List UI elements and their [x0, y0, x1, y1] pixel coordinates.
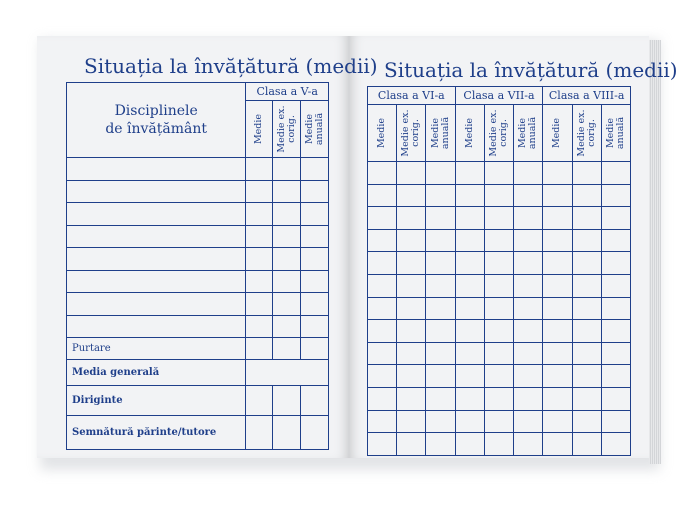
right-grades-table — [367, 86, 631, 456]
left-page-title: Situația la învățătură (medii) — [84, 54, 378, 78]
grade-cell[interactable] — [426, 365, 455, 388]
grade-cell[interactable] — [246, 338, 273, 360]
grade-cell[interactable] — [301, 158, 329, 181]
column-header-text: Medie ex. corig. — [487, 109, 509, 157]
grade-cell[interactable] — [301, 386, 329, 416]
column-header — [484, 105, 513, 162]
grade-cell[interactable] — [301, 315, 329, 338]
grade-cell[interactable] — [455, 229, 484, 252]
grade-cell[interactable] — [368, 162, 397, 185]
grade-cell[interactable] — [426, 229, 455, 252]
grade-cell[interactable] — [543, 387, 572, 410]
grade-cell[interactable] — [426, 297, 455, 320]
grade-cell[interactable] — [301, 203, 329, 226]
grade-cell[interactable] — [514, 433, 543, 456]
subject-row — [67, 158, 329, 181]
grade-cell[interactable] — [273, 386, 301, 416]
grade-cell[interactable] — [601, 229, 630, 252]
grade-cell[interactable] — [543, 274, 572, 297]
footer-row — [67, 360, 329, 386]
column-header-text: Medie ex. corig. — [575, 109, 597, 157]
grade-cell[interactable] — [67, 225, 246, 248]
grade-cell[interactable] — [572, 274, 601, 297]
grade-cell[interactable] — [426, 252, 455, 275]
grade-cell[interactable] — [455, 320, 484, 343]
grade-cell[interactable] — [397, 433, 426, 456]
grade-row — [368, 162, 631, 185]
grade-cell[interactable] — [426, 207, 455, 230]
grade-cell[interactable] — [67, 315, 246, 338]
grade-cell[interactable] — [273, 270, 301, 293]
grade-cell[interactable] — [273, 225, 301, 248]
grade-cell[interactable] — [601, 387, 630, 410]
footer-row-label: Purtare — [67, 338, 246, 360]
grade-cell[interactable] — [514, 207, 543, 230]
grade-cell[interactable] — [543, 410, 572, 433]
grade-cell[interactable] — [368, 297, 397, 320]
column-header-text: Medie — [253, 113, 265, 145]
grade-cell[interactable] — [397, 229, 426, 252]
footer-row-label: Media generală — [67, 360, 246, 386]
grade-cell[interactable] — [368, 320, 397, 343]
grade-cell[interactable] — [484, 229, 513, 252]
column-header — [301, 101, 329, 158]
grade-cell[interactable] — [426, 184, 455, 207]
subjects-header — [67, 83, 246, 158]
grade-cell[interactable] — [301, 225, 329, 248]
grade-cell[interactable] — [301, 293, 329, 316]
subject-row — [67, 203, 329, 226]
grade-cell[interactable] — [601, 320, 630, 343]
grade-cell[interactable] — [455, 365, 484, 388]
grade-cell[interactable] — [246, 203, 273, 226]
class-label: Clasa a V-a — [246, 83, 329, 101]
grade-cell[interactable] — [368, 365, 397, 388]
grade-cell[interactable] — [301, 248, 329, 271]
grade-cell[interactable] — [543, 162, 572, 185]
grade-cell[interactable] — [572, 162, 601, 185]
column-header — [273, 101, 301, 158]
grade-cell[interactable] — [484, 387, 513, 410]
grade-row — [368, 387, 631, 410]
grade-cell[interactable] — [572, 184, 601, 207]
grade-cell[interactable] — [514, 297, 543, 320]
grade-cell[interactable] — [273, 248, 301, 271]
column-header — [455, 105, 484, 162]
grade-cell[interactable] — [484, 252, 513, 275]
grade-cell[interactable] — [67, 270, 246, 293]
grade-cell[interactable] — [484, 207, 513, 230]
grade-cell[interactable] — [484, 410, 513, 433]
grade-cell[interactable] — [67, 180, 246, 203]
grade-cell[interactable] — [273, 293, 301, 316]
grade-cell[interactable] — [572, 297, 601, 320]
grade-cell[interactable] — [543, 207, 572, 230]
grade-cell[interactable] — [455, 410, 484, 433]
header-row-1 — [67, 83, 329, 101]
grade-cell[interactable] — [397, 410, 426, 433]
grade-cell[interactable] — [426, 162, 455, 185]
grade-cell[interactable] — [514, 320, 543, 343]
grade-cell[interactable] — [301, 180, 329, 203]
grade-cell[interactable] — [601, 433, 630, 456]
grade-cell[interactable] — [368, 387, 397, 410]
grade-cell[interactable] — [368, 342, 397, 365]
grade-cell[interactable] — [368, 207, 397, 230]
class-label: Clasa a VI-a — [368, 87, 456, 105]
grade-cell[interactable] — [543, 297, 572, 320]
footer-row — [67, 338, 329, 360]
subject-row — [67, 315, 329, 338]
grade-cell[interactable] — [543, 433, 572, 456]
grade-cell[interactable] — [246, 248, 273, 271]
grade-cell[interactable] — [301, 270, 329, 293]
subjects-header-line2: de învățământ — [105, 121, 208, 137]
grade-cell[interactable] — [273, 338, 301, 360]
grade-cell[interactable] — [397, 162, 426, 185]
grade-cell[interactable] — [514, 342, 543, 365]
grade-cell[interactable] — [484, 320, 513, 343]
grade-cell[interactable] — [426, 410, 455, 433]
grade-row — [368, 252, 631, 275]
column-header-text: Medie — [551, 117, 563, 149]
grade-cell[interactable] — [67, 248, 246, 271]
grade-cell[interactable] — [368, 184, 397, 207]
grade-row — [368, 274, 631, 297]
grade-cell[interactable] — [368, 433, 397, 456]
grade-cell[interactable] — [484, 184, 513, 207]
grade-cell[interactable] — [397, 274, 426, 297]
column-header-text: Medie — [376, 117, 388, 149]
grade-cell[interactable] — [397, 184, 426, 207]
grade-cell[interactable] — [273, 180, 301, 203]
header-row-1 — [368, 87, 631, 105]
footer-row — [67, 416, 329, 450]
grade-cell[interactable] — [246, 315, 273, 338]
grade-cell[interactable] — [543, 252, 572, 275]
grade-cell[interactable] — [484, 297, 513, 320]
grade-cell[interactable] — [484, 162, 513, 185]
grade-cell[interactable] — [397, 342, 426, 365]
grade-cell[interactable] — [455, 387, 484, 410]
right-page-title: Situația la învățătură (medii) — [384, 58, 678, 82]
column-header — [426, 105, 455, 162]
grade-cell[interactable] — [543, 184, 572, 207]
grade-cell[interactable] — [273, 416, 301, 450]
grade-cell[interactable] — [273, 315, 301, 338]
column-header — [543, 105, 572, 162]
grade-cell[interactable] — [572, 252, 601, 275]
column-header-text: Medie anuală — [517, 116, 539, 150]
grade-cell[interactable] — [246, 270, 273, 293]
column-header-text: Medie ex. corig. — [275, 105, 297, 153]
footer-row — [67, 386, 329, 416]
grade-cell[interactable] — [601, 274, 630, 297]
grade-cell[interactable] — [514, 365, 543, 388]
subject-row — [67, 225, 329, 248]
subject-row — [67, 248, 329, 271]
subject-row — [67, 293, 329, 316]
grade-cell[interactable] — [601, 184, 630, 207]
subject-row — [67, 180, 329, 203]
grade-cell[interactable] — [572, 387, 601, 410]
left-grades-table — [66, 82, 329, 450]
grade-row — [368, 365, 631, 388]
grade-cell[interactable] — [397, 387, 426, 410]
grade-row — [368, 297, 631, 320]
grade-cell[interactable] — [572, 229, 601, 252]
grade-cell[interactable] — [273, 203, 301, 226]
grade-cell[interactable] — [484, 274, 513, 297]
grade-cell[interactable] — [601, 207, 630, 230]
grade-cell[interactable] — [543, 365, 572, 388]
column-header-text: Medie ex. corig. — [400, 109, 422, 157]
grade-cell[interactable] — [246, 225, 273, 248]
grade-cell[interactable] — [484, 342, 513, 365]
grade-cell[interactable] — [426, 387, 455, 410]
grade-cell[interactable] — [543, 229, 572, 252]
footer-row-label: Semnătură părinte/tutore — [67, 416, 246, 450]
grade-cell[interactable] — [368, 252, 397, 275]
grade-cell[interactable] — [246, 180, 273, 203]
grade-cell[interactable] — [246, 158, 273, 181]
grade-cell[interactable] — [601, 342, 630, 365]
grade-cell[interactable] — [397, 320, 426, 343]
grade-cell[interactable] — [397, 297, 426, 320]
grade-cell[interactable] — [543, 320, 572, 343]
grade-cell[interactable] — [273, 158, 301, 181]
subjects-header-line1: Disciplinele — [114, 103, 198, 119]
grade-cell[interactable] — [601, 252, 630, 275]
grade-cell[interactable] — [514, 274, 543, 297]
grade-cell[interactable] — [572, 342, 601, 365]
grade-cell[interactable] — [455, 207, 484, 230]
grade-cell[interactable] — [368, 274, 397, 297]
grade-cell[interactable] — [426, 433, 455, 456]
grade-cell[interactable] — [514, 162, 543, 185]
grade-cell[interactable] — [514, 410, 543, 433]
grade-cell[interactable] — [601, 297, 630, 320]
grade-cell[interactable] — [426, 342, 455, 365]
grade-row — [368, 184, 631, 207]
grade-cell[interactable] — [368, 229, 397, 252]
grade-row — [368, 342, 631, 365]
footer-row-label: Diriginte — [67, 386, 246, 416]
grade-cell[interactable] — [455, 162, 484, 185]
column-header — [572, 105, 601, 162]
grade-cell[interactable] — [397, 207, 426, 230]
grade-cell[interactable] — [67, 158, 246, 181]
page-edges — [649, 40, 661, 464]
grade-cell[interactable] — [484, 365, 513, 388]
grade-cell[interactable] — [514, 252, 543, 275]
grade-cell[interactable] — [426, 274, 455, 297]
grade-cell[interactable] — [426, 320, 455, 343]
grade-cell[interactable] — [67, 293, 246, 316]
grade-cell[interactable] — [246, 293, 273, 316]
grade-cell[interactable] — [455, 342, 484, 365]
grade-row — [368, 433, 631, 456]
column-header — [368, 105, 397, 162]
grade-cell[interactable] — [397, 365, 426, 388]
grade-cell[interactable] — [301, 416, 329, 450]
grade-cell[interactable] — [543, 342, 572, 365]
class-label: Clasa a VIII-a — [543, 87, 631, 105]
subject-row — [67, 270, 329, 293]
grade-row — [368, 229, 631, 252]
grade-cell[interactable] — [514, 387, 543, 410]
column-header-text: Medie anuală — [429, 116, 451, 150]
grade-cell[interactable] — [246, 386, 273, 416]
grade-cell[interactable] — [67, 203, 246, 226]
grade-cell[interactable] — [572, 207, 601, 230]
grade-cell[interactable] — [455, 274, 484, 297]
grade-cell[interactable] — [514, 184, 543, 207]
grade-cell[interactable] — [301, 338, 329, 360]
grade-cell[interactable] — [484, 433, 513, 456]
grade-row — [368, 207, 631, 230]
class-label: Clasa a VII-a — [455, 87, 543, 105]
column-header-text: Medie anuală — [604, 116, 626, 150]
grade-cell[interactable] — [246, 360, 329, 386]
column-header — [246, 101, 273, 158]
grade-cell[interactable] — [455, 297, 484, 320]
grade-cell[interactable] — [514, 229, 543, 252]
grade-cell[interactable] — [572, 365, 601, 388]
grade-cell[interactable] — [572, 320, 601, 343]
grade-cell[interactable] — [368, 410, 397, 433]
column-header-text: Medie anuală — [303, 112, 325, 146]
grade-cell[interactable] — [572, 433, 601, 456]
grade-cell[interactable] — [455, 252, 484, 275]
grade-row — [368, 410, 631, 433]
grade-cell[interactable] — [397, 252, 426, 275]
column-header — [514, 105, 543, 162]
grade-cell[interactable] — [455, 433, 484, 456]
grade-cell[interactable] — [601, 162, 630, 185]
grade-cell[interactable] — [246, 416, 273, 450]
grade-row — [368, 320, 631, 343]
grade-cell[interactable] — [601, 410, 630, 433]
grade-cell[interactable] — [572, 410, 601, 433]
grade-cell[interactable] — [601, 365, 630, 388]
column-header — [397, 105, 426, 162]
column-header-text: Medie — [463, 117, 475, 149]
column-header — [601, 105, 630, 162]
grade-cell[interactable] — [455, 184, 484, 207]
header-row-2 — [368, 105, 631, 162]
